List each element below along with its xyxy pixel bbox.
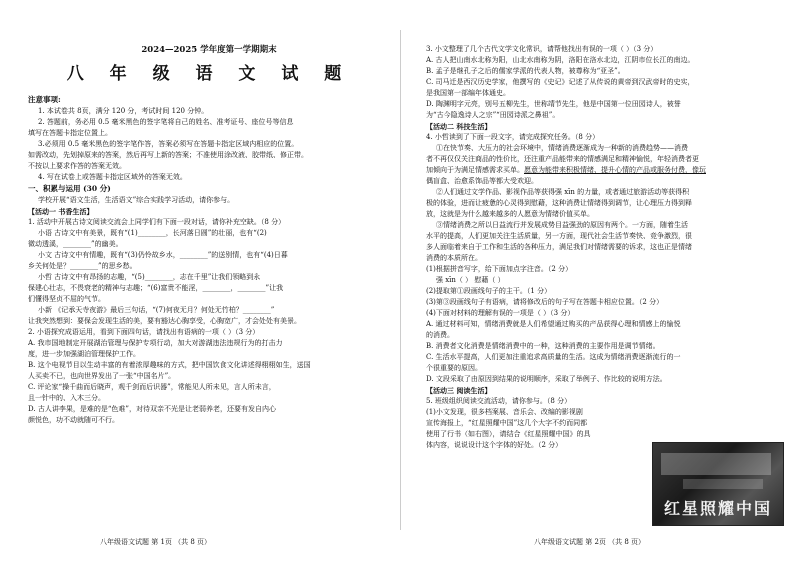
q2-option-c: C. 评论家“操千曲而后晓声，观千剑而后识器”，常能见人所未见，言人所未言， — [28, 383, 276, 391]
q4-option-b: B. 消费者文化消费是情绪消费中的一种，这种消费的主要作用是调节情绪。 — [426, 342, 660, 350]
q3-option-d-cont: 为“古今隐逸诗人之宗”“田园诗派之鼻祖”。 — [426, 111, 560, 119]
passage-line: 偶盲盒、治愈系饰品等都大受欢迎。 — [426, 177, 538, 185]
q5-sub-1-cont: 体内容，说说设计这个字体的好处。（2 分） — [426, 441, 563, 449]
question-4: 4. 小哲读到了下面一段文字，请完成探究任务。（8 分） — [426, 133, 600, 141]
q1-line: 们懂得坚贞不屈的气节。 — [28, 295, 105, 303]
section-1-heading: 一、积累与运用 (30 分) — [28, 184, 111, 193]
passage-fragment: 加倾向于为满足情感需求买单。 — [426, 166, 524, 174]
passage-line: 多人面临着来自于工作和生活的各种压力，满足我们对情绪需要的诉求，这也正是情绪 — [426, 243, 692, 251]
q4-sub-2: (2)提取第①段画线句子的主干。（1 分） — [426, 287, 552, 295]
question-1: 1. 活动中开展古诗文阅读交流会上同学们有下面一段对话，请你补充空缺。（8 分） — [28, 218, 286, 226]
passage-line: ①在快节奏、大压力的社会环境中，情绪消费逐渐成为一种新的消费趋势——消费 — [436, 144, 688, 152]
q2-option-d: D. 古人讲李果，是难的是“色难”，对待双亲不光是让老弱养老，还要有发自内心 — [28, 405, 276, 413]
q2-option-b-cont: 人买卖不已，也向世界发出了一张“中国名片”。 — [28, 372, 176, 380]
passage-line: 者不再仅仅关注商品的性价比，还注重产品能带来的情感满足和精神愉悦，年轻消费者更 — [426, 155, 699, 163]
q1-line: 微动透溪，________”的幽美。 — [28, 240, 123, 248]
question-5: 5. 班级组织阅读交流活动，请你参与。（8 分） — [426, 397, 572, 405]
q2-option-b: B. 这个电视节目以生动丰富的有着浓厚趣味的方式，把中国饮食文化讲述得栩栩如生，送国 — [28, 361, 311, 369]
notice-item: 4. 写在试卷上或答题卡指定区域外的答案无效。 — [38, 173, 187, 181]
q2-option-d-cont: 颜悦色，功不动就随可不行。 — [28, 416, 119, 424]
passage-line: ②人们通过文学作品、影视作品等获得强 xīn 的力量，或者通过旅游活动等获得积 — [436, 188, 690, 196]
notice-item: 如需改动，先划掉原来的答案，然后再写上新的答案；不准使用涂改液、胶带纸、修正带。 — [28, 151, 308, 159]
q1-line: 保建心壮志，不畏衰老的精神与志趣；“(6)富贵不能淫，________，________”让我 — [28, 284, 284, 292]
notice-item: 3.必须用 0.5 毫米黑色的签字笔作答，答案必须写在答题卡指定区域内相应的位置。 — [38, 140, 299, 148]
notice-item: 1. 本试卷共 8页，满分 120 分，考试时间 120 分钟。 — [38, 107, 209, 115]
q1-line: 小文 古诗文中有情趣，既有“(3)仍怜故乡水，________”的送别情，也有“(4)日暮 — [38, 251, 288, 259]
q4-option-d: D. 文段采取了由原因到结果的说明顺序，采取了举例子、作比较的说明方法。 — [426, 375, 667, 383]
page-divider — [400, 30, 401, 530]
passage-line: 水平的提高，人们更加关注生活质量，另一方面，现代社会生活节奏快、竞争激烈，很 — [426, 232, 692, 240]
q4-sub-3: (3)第③段画线句子有语病，请将修改后的句子写在答题卡相应位置。（2 分） — [426, 298, 664, 306]
poster-decoration — [661, 453, 771, 475]
q1-line: 小新 《记承天寺夜游》最后三句话，“(7)何夜无月？何处无竹柏？________” — [38, 306, 275, 314]
page-2-footer: 八年级语文试题 第 2页 （共 8 页） — [534, 538, 646, 546]
q4-option-a-cont: 的消费。 — [426, 331, 454, 339]
q1-line: 乡关何处是？________”的思乡愁。 — [28, 262, 137, 270]
q4-sub-1: (1)根据拼音写字，给下面加点字注音。（2 分） — [426, 265, 573, 273]
section-intro: 学校开展“语文生活，生活语文”综合实践学习活动，请你参与。 — [38, 196, 235, 204]
q2-option-c-cont: 且一针中的、入木三分。 — [28, 394, 105, 402]
notice-item: 2. 答题前，务必用 0.5 毫米黑色的签字笔将自己的姓名、准考证号、座位号等信息 — [38, 118, 294, 126]
passage-line: 消费的本质所在。 — [426, 254, 482, 262]
q5-sub-1-cont: 宣传海报上，“红星照耀中国”这几个大字不约而同都 — [426, 419, 588, 427]
q1-line: 让我突然想到：要保会发现生活的美，要有豁达心胸享受，心胸宽广，才会处处有美景。 — [28, 317, 301, 325]
activity-1-heading: 【活动一 书香生活】 — [28, 207, 94, 216]
notice-heading: 注意事项: — [28, 95, 61, 104]
q2-option-a: A. 我市国地制定开展湖治管理与保护专项行动，加大对游湖违法违规行为的打击力 — [28, 339, 283, 347]
q3-option-c: C. 司马迁是西汉历史学家，他撰写的《史记》记述了从传说的黄帝到汉武帝时的史实， — [426, 78, 695, 86]
q5-sub-1-cont: 使用了行书（如右图），请结合《红星照耀中国》的具 — [426, 430, 591, 438]
q2-option-a-cont: 度，进一步加强湖泊管理保护工作。 — [28, 350, 140, 358]
q1-line: 小哲 古诗文中有昂扬的志趣，“(5)________，志在千里”让我们领略到永 — [38, 273, 261, 281]
poster-decoration — [683, 479, 763, 489]
question-2: 2. 小语探究成语运用，看到下面四句话，请找出有语病的一项（ ）（3 分） — [28, 328, 260, 336]
question-3: 3. 小文整理了几个古代文学文化常识，请帮他找出有误的一项（ ）（3 分） — [426, 45, 658, 53]
q4-option-c: C. 生活水平提高，人们更加注重追求高质量的生活。这成为情绪消费逐渐流行的一 — [426, 353, 681, 361]
exam-title: 八 年 级 语 文 试 题 — [66, 64, 352, 84]
q4-option-c-cont: 个很重要的原因。 — [426, 364, 482, 372]
exam-year: 2024—2025 学年度第一学期期末 — [141, 45, 277, 55]
activity-3-heading: 【活动三 阅读生活】 — [426, 386, 492, 395]
passage-line: 极的体验，进而让疲惫的心灵得到慰藉，这种消费让情绪得到调节，让心理压力得到释 — [426, 199, 692, 207]
poster-calligraphy-text: 红星照耀中国 — [663, 499, 772, 518]
q4-option-a: A. 通过材料可知，情绪消费就是人们希望通过购买的产品获得心理和情感上的愉悦 — [426, 320, 681, 328]
notice-item: 不按以上要求作答的答案无效。 — [28, 162, 126, 170]
q3-option-a: A. 古人把山南水北称为阳，山北水南称为阴，洛阳在洛水北边，江阴市位长江的南边。 — [426, 56, 695, 64]
q4-sub-4: (4)下面对材料的理解有误的一项是（ ）（3 分） — [426, 309, 575, 317]
q3-option-c-cont: 是我国第一部编年体通史。 — [426, 89, 510, 97]
q4-sub-1-blanks: 强 xīn（ ） 慰藉（ ） — [436, 276, 505, 284]
page-1-footer: 八年级语文试题 第 1页 （共 8 页） — [100, 538, 212, 546]
q3-option-b: B. 孟子是继孔子之后的儒家学派的代表人物，被尊称为“亚圣”。 — [426, 67, 625, 75]
q3-option-d: D. 陶渊明字元亮，别号五柳先生，世称靖节先生，他是中国第一位田园诗人，被誉 — [426, 100, 681, 108]
underlined-sentence: 愿意为能带来积极情绪、提升心情的产品或服务付费，像玩 — [524, 166, 706, 174]
page-2 — [404, 0, 794, 561]
passage-line — [426, 165, 782, 176]
q1-line: 小语 古诗文中有美景，既有“(1)________，长河落日圆”的壮丽，也有“(2) — [38, 229, 267, 237]
activity-2-heading: 【活动二 科技生活】 — [426, 122, 492, 131]
calligraphy-poster-image — [652, 442, 784, 526]
q5-sub-1: (1)小文发现，很多档案展、音乐会、改编的影视剧 — [426, 408, 583, 416]
passage-line: 放，这就是为什么越来越多的人愿意为情绪价值买单。 — [426, 210, 594, 218]
notice-item: 填写在答题卡指定位置上。 — [28, 129, 112, 137]
passage-line: ③情绪消费之所以日益流行并发展成势目益强劲的原因有两个。一方面，随着生活 — [436, 221, 688, 229]
